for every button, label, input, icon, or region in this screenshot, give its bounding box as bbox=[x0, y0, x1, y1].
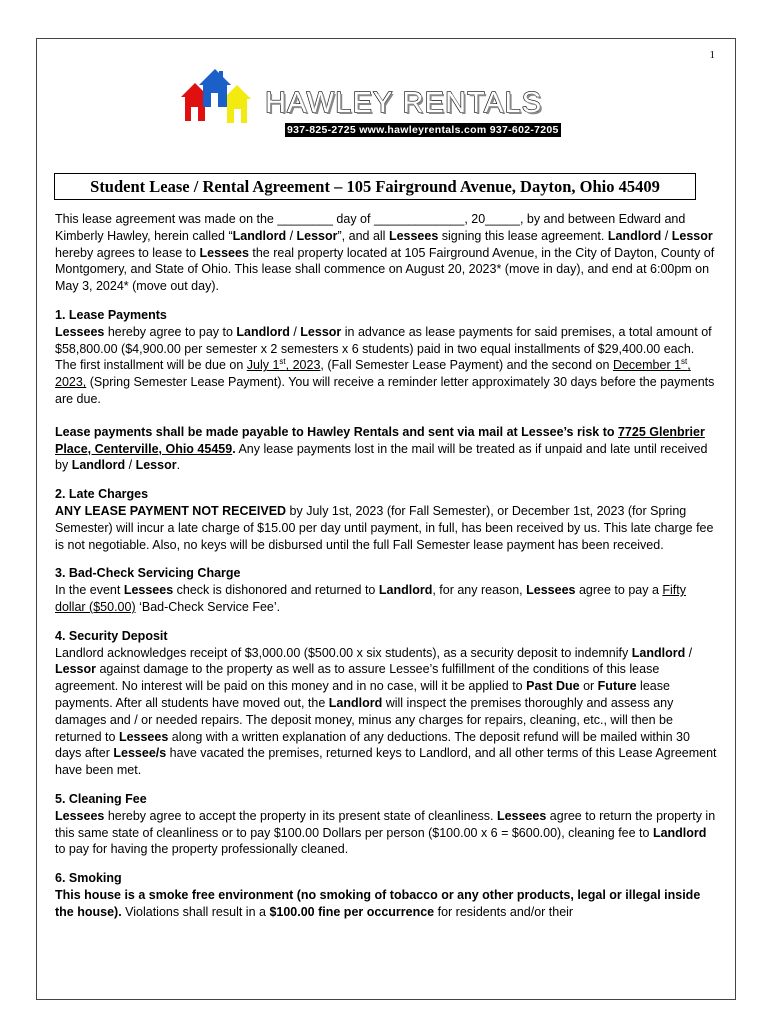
document-body bbox=[55, 211, 719, 920]
company-contact-bar: 937-825-2725 www.hawleyrentals.com 937-602-7205 bbox=[287, 124, 559, 136]
section-heading-smoking: 6. Smoking bbox=[55, 871, 122, 886]
lease-payments-paragraph: Lessees hereby agree to pay to Landlord / Lessor in advance as lease payments for said premises, a total amount of $58,800.00 ($4,900.00 per semester x 2 semesters x 6 students) paid in two equal installments of $29,400.00 each. The first installment will be due on July 1st, 2023, (Fall Semester Lease Payment) and the second on December 1st, 2023, (Spring Semester Lease Payment). You will receive a reminder letter approximately 30 days before the payments are due. bbox=[55, 324, 715, 406]
security-deposit-paragraph: Landlord acknowledges receipt of $3,000.00 ($500.00 x six students), as a security deposit to indemnify Landlord / Lessor against damage to the property as well as to assure Lessee’s fulfillment of the conditions of this lease agreement. No interest will be paid on this money and in no case, will it be applied to Past Due or Future lease payments. After all students have moved out, the Landlord will inspect the premises thoroughly and assess any damages and / or needed repairs. The deposit money, minus any charges for repairs, cleaning, etc., will then be returned to Lessees along with a written explanation of any deductions. The deposit refund will be mailed within 30 days after Lessee/s have vacated the premises, returned keys to Landlord, and all other terms of this Lease Agreement have been met. bbox=[55, 645, 717, 778]
houses-logo-icon bbox=[179, 67, 259, 131]
section-heading-late-charges: 2. Late Charges bbox=[55, 487, 149, 502]
cleaning-fee-paragraph: Lessees hereby agree to accept the property in its present state of cleanliness. Lessees agree to return the property in this same state of cleanliness or to pay $100.00 Dollars per person ($100.00 x 6 = $600.00), cleaning fee to Landlord to pay for having the property professionally cleaned. bbox=[55, 808, 716, 857]
document-title: Student Lease / Rental Agreement – 105 Fairground Avenue, Dayton, Ohio 45409 bbox=[54, 173, 696, 200]
intro-paragraph: This lease agreement was made on the ________ day of _____________, 20_____, by and between Edward and Kimberly Hawley, herein called “Landlord / Lessor”, and all Lessees signing this lease agreement. Landlord / Lessor hereby agrees to lease to Lessees the real property located at 105 Fairground Avenue, in the City of Dayton, County of Montgomery, and State of Ohio. This lease shall commence on August 20, 2023* (move in day), and end at 6:00pm on May 3, 2024* (move out day). bbox=[55, 212, 715, 294]
late-charges-paragraph: ANY LEASE PAYMENT NOT RECEIVED by July 1st, 2023 (for Fall Semester), or December 1st, 2023 (for Spring Semester) will incur a late charge of $15.00 per day until payment, in full, has been received by us. This late charge fee is not negotiable. Also, no keys will be disbursed until the full Fall Semester lease payment has been received. bbox=[55, 503, 714, 552]
section-heading-bad-check: 3. Bad-Check Servicing Charge bbox=[55, 566, 241, 581]
company-name: HAWLEY RENTALS bbox=[265, 87, 543, 119]
section-heading-security-deposit: 4. Security Deposit bbox=[55, 628, 168, 643]
smoking-paragraph: This house is a smoke free environment (no smoking of tobacco or any other products, legal or illegal inside the house). Violations shall result in a $100.00 fine per occurrence for residents and/or their bbox=[55, 887, 701, 919]
bad-check-paragraph: In the event Lessees check is dishonored and returned to Landlord, for any reason, Lessees agree to pay a Fifty dollar ($50.00) ‘Bad-Check Service Fee’. bbox=[55, 583, 686, 614]
section-heading-lease-payments: 1. Lease Payments bbox=[55, 307, 167, 322]
section-heading-cleaning-fee: 5. Cleaning Fee bbox=[55, 791, 147, 806]
page-number: 1 bbox=[709, 49, 715, 61]
payment-address-paragraph: Lease payments shall be made payable to Hawley Rentals and sent via mail at Lessee’s risk to 7725 Glenbrier Place, Centerville, Ohio 45459. Any lease payments lost in the mail will be treated as if unpaid and late until received by Landlord / Lessor. bbox=[55, 424, 708, 473]
document-page bbox=[36, 38, 736, 1000]
